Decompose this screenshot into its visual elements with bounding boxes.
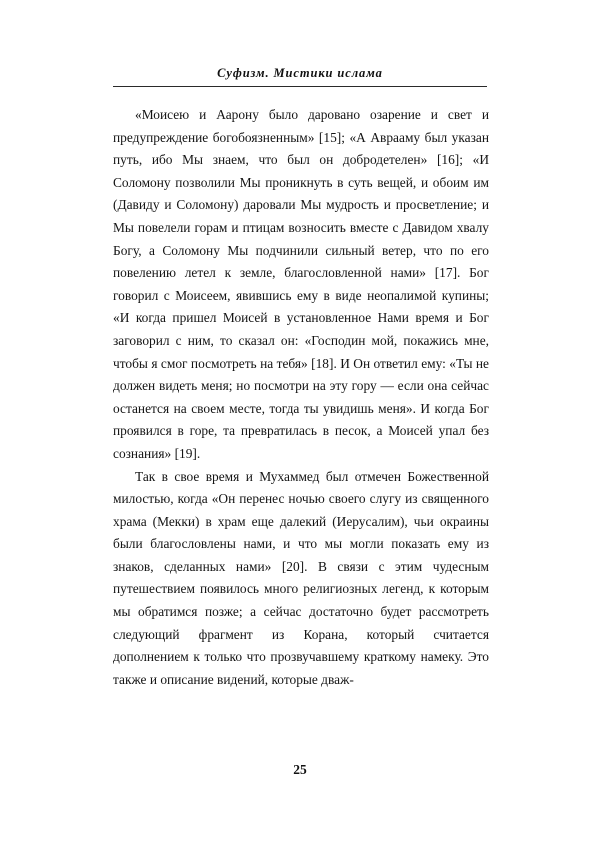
running-head: Суфизм. Мистики ислама bbox=[217, 66, 383, 80]
paragraph: Так в свое время и Мухаммед был отмечен Божественной милостью, когда «Он перенес ночью своего слугу из священного храма (Мекки) в храм еще далекий (Иерусалим), чьи окраины были благословлены нами, и что мы могли показать ему из знаков, сделанных нами» [20]. В связи с этим чудесным путешествием появилось много религиозных легенд, к которым мы обратимся позже; а сейчас достаточно будет рассмотреть следующий фрагмент из Корана, который считается дополнением к только что прозвучавшему краткому намеку. Это также и описание видений, которые дваж- bbox=[113, 468, 489, 687]
page-number: 25 bbox=[293, 762, 307, 777]
header-divider bbox=[113, 86, 487, 87]
paragraph: «Моисею и Аарону было даровано озарение и свет и предупреждение богобоязненным» [15]; «А Аврааму был указан путь, ибо Мы знаем, что был он добродетелен» [16]; «И Соломону позволили Мы проникнуть в суть вещей, и обоим им (Давиду и Соломону) даровали Мы мудрость и просветление; и Мы повелели горам и птицам возносить вместе с Давидом хвалу Богу, а Соломону Мы подчинили сильный ветер, что по его повелению летел к земле, благословленной нами» [17]. Бог говорил с Моисеем, явившись ему в виде неопалимой купины; «И когда пришел Моисей в установленное Нами время и Бог заговорил с ним, то сказал он: «Господин мой, покажись мне, чтобы я смог посмотреть на тебя» [18]. И Он ответил ему: «Ты не должен видеть меня; но посмотри на эту гору — если она сейчас останется на своем месте, тогда ты увидишь меня». И когда Бог проявился в горе, та превратилась в песок, а Моисей упал без сознания» [19]. bbox=[113, 107, 489, 461]
page-body bbox=[113, 104, 489, 691]
